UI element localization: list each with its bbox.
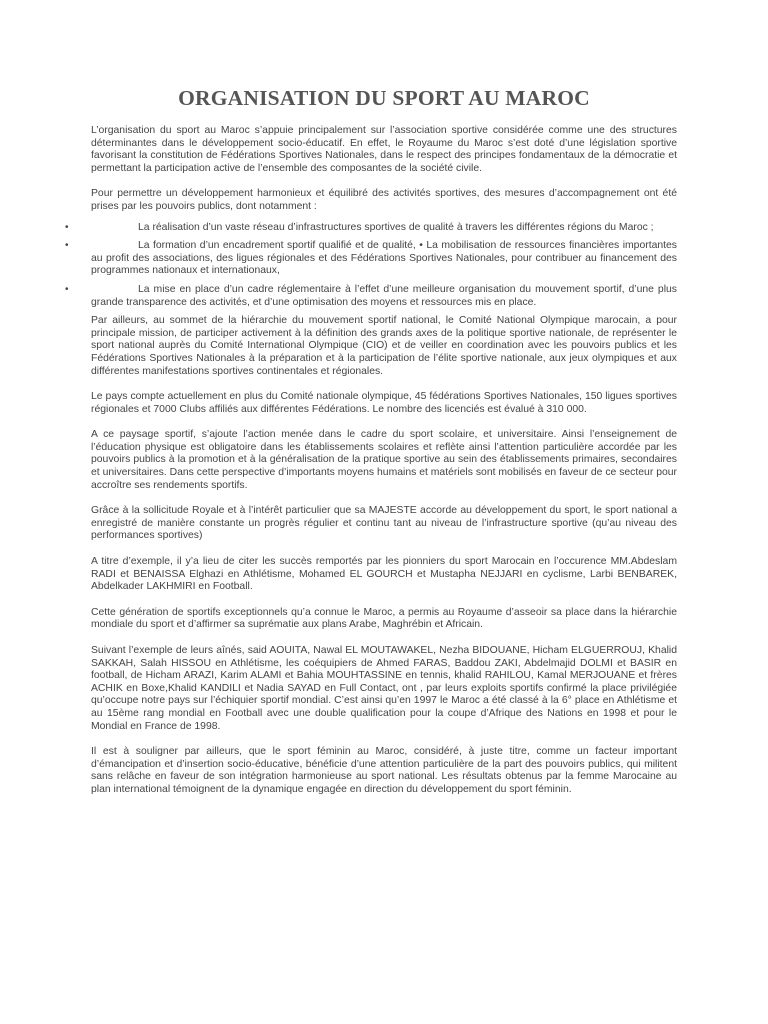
royal-support-paragraph: Grâce à la sollicitude Royale et à l’intérêt particulier que sa MAJESTE accorde au développement du sport, le sport national a enregistré de manière constante un progrès régulier et continu tant au niveau de l’infrastructure sportive (qu’au niveau des performances sportives) bbox=[91, 505, 677, 542]
measures-list bbox=[65, 221, 677, 310]
list-item-text: La réalisation d’un vaste réseau d’infrastructures sportives de qualité à travers les différentes régions du Maroc ; bbox=[138, 221, 654, 233]
measures-intro-paragraph: Pour permettre un développement harmonieux et équilibré des activités sportives, des mesures d’accompagnement ont été prises par les pouvoirs publics, dont notamment : bbox=[91, 188, 677, 212]
womens-sport-paragraph: Il est à souligner par ailleurs, que le sport féminin au Maroc, considéré, à juste titre, comme un facteur important d’émancipation et d’insertion socio-éducative, bénéficie d’une attention particulière de la part des pouvoirs publics, qui militent sans relâche en faveur de son intégration harmonieuse au sport national. Les résultats obtenus par la femme Marocaine au plan international témoignent de la dynamique engagée en direction du développement du sport féminin. bbox=[91, 746, 677, 795]
bullet-icon: • bbox=[65, 240, 69, 252]
list-item-text: La mise en place d’un cadre réglementaire à l’effet d’une meilleure organisation du mouvement sportif, d’une plus grande transparence des activités, et d’une optimisation des moyens et ressources mis en place. bbox=[91, 283, 677, 308]
olympic-committee-paragraph: Par ailleurs, au sommet de la hiérarchie du mouvement sportif national, le Comité National Olympique marocain, a pour principale mission, de participer activement à la définition des grands axes de la politique sportive nationale, de représenter le sport national auprès du Comité International Olympique (CIO) et de veiller en coordination avec les pouvoirs publics et les Fédérations Sportives Nationales à la préparation et à la participation de l’élite sportive nationale, aux jeux olympiques et aux différentes manifestations sportives continentales et régionales. bbox=[91, 315, 677, 377]
bullet-icon: • bbox=[65, 283, 69, 295]
pioneers-paragraph: A titre d’exemple, il y’a lieu de citer les succès remportés par les pionniers du sport Marocain en l’occurence MM.Abdeslam RADI et BENAISSA Elghazi en Athlétisme, Mohamed EL GOURCH et Mustapha NEJJARI en cyclisme, Larbi BENBAREK, Abdelkader LAKHMIRI en Football. bbox=[91, 556, 677, 593]
bullet-icon: • bbox=[65, 221, 69, 233]
list-item bbox=[65, 240, 677, 278]
intro-paragraph: L’organisation du sport au Maroc s’appuie principalement sur l’association sportive considérée comme une des structures déterminantes dans le développement socio-éducatif. En effet, le Royaume du Maroc s’est doté d’une législation sportive favorisant la constitution de Fédérations Sportives Nationales, dans le respect des principes fondamentaux de la démocratie et permettant la participation active de l’ensemble des composantes de la société civile. bbox=[91, 125, 677, 174]
list-item bbox=[65, 283, 677, 309]
generation-paragraph: Cette génération de sportifs exceptionnels qu’a connue le Maroc, a permis au Royaume d’asseoir sa place dans la hiérarchie mondiale du sport et d’affirmer sa suprématie aux plans Arabe, Maghrébin et Africain. bbox=[91, 606, 677, 631]
page-title: ORGANISATION DU SPORT AU MAROC bbox=[178, 86, 590, 110]
list-item bbox=[65, 221, 677, 235]
federations-paragraph: Le pays compte actuellement en plus du Comité nationale olympique, 45 fédérations Sportives Nationales, 150 ligues sportives régionales et 7000 Clubs affiliés aux différentes Fédérations. Le nombre des licenciés est évalué à 310 000. bbox=[91, 391, 677, 415]
school-sport-paragraph: A ce paysage sportif, s’ajoute l’action menée dans le cadre du sport scolaire, et universitaire. Ainsi l’enseignement de l’éducation physique est obligatoire dans les établissements scolaires et reflète ainsi l’attention particulière accordée par les pouvoirs publics à la promotion et à la généralisation de la pratique sportive au sein des établissements primaires, secondaires et universitaires. Dans cette perspective d’importants moyens humains et matériels sont mobilisés en faveur de ce secteur pour accroître ses rendements sportifs. bbox=[91, 429, 677, 491]
list-item-text: La formation d’un encadrement sportif qualifié et de qualité, • La mobilisation de ressources financières importantes au profit des associations, des ligues régionales et des Fédérations Sportives Nationales, pour contribuer au financement des programmes nationaux et internationaux, bbox=[91, 240, 677, 277]
champions-paragraph: Suivant l’exemple de leurs aînés, said AOUITA, Nawal EL MOUTAWAKEL, Nezha BIDOUANE, Hicham ELGUERROUJ, Khalid SAKKAH, Salah HISSOU en Athlétisme, les coéquipiers de Ahmed FARAS, Baddou ZAKI, Abdelmajid DOLMI et BASIR en football, de Hicham ARAZI, Karim ALAMI et Bahia MOUHTASSINE en tennis, khalid RAHILOU, Kamal MERJOUANE et frères ACHIK en Boxe,Khalid KANDILI et Nadia SAYAD en Full Contact, ont , par leurs exploits sportifs confirmé la place privilégiée qu’occupe notre pays sur l’échiquier sportif mondial. C’est ainsi qu’en 1997 le Maroc a été classé à la 6° place en Athlétisme et au 15ème rang mondial en Football avec une double qualification pour la coupe d’Afrique des Nations en 1998 et pour le Mondial en France de 1998. bbox=[91, 645, 677, 732]
document-body bbox=[65, 125, 677, 810]
